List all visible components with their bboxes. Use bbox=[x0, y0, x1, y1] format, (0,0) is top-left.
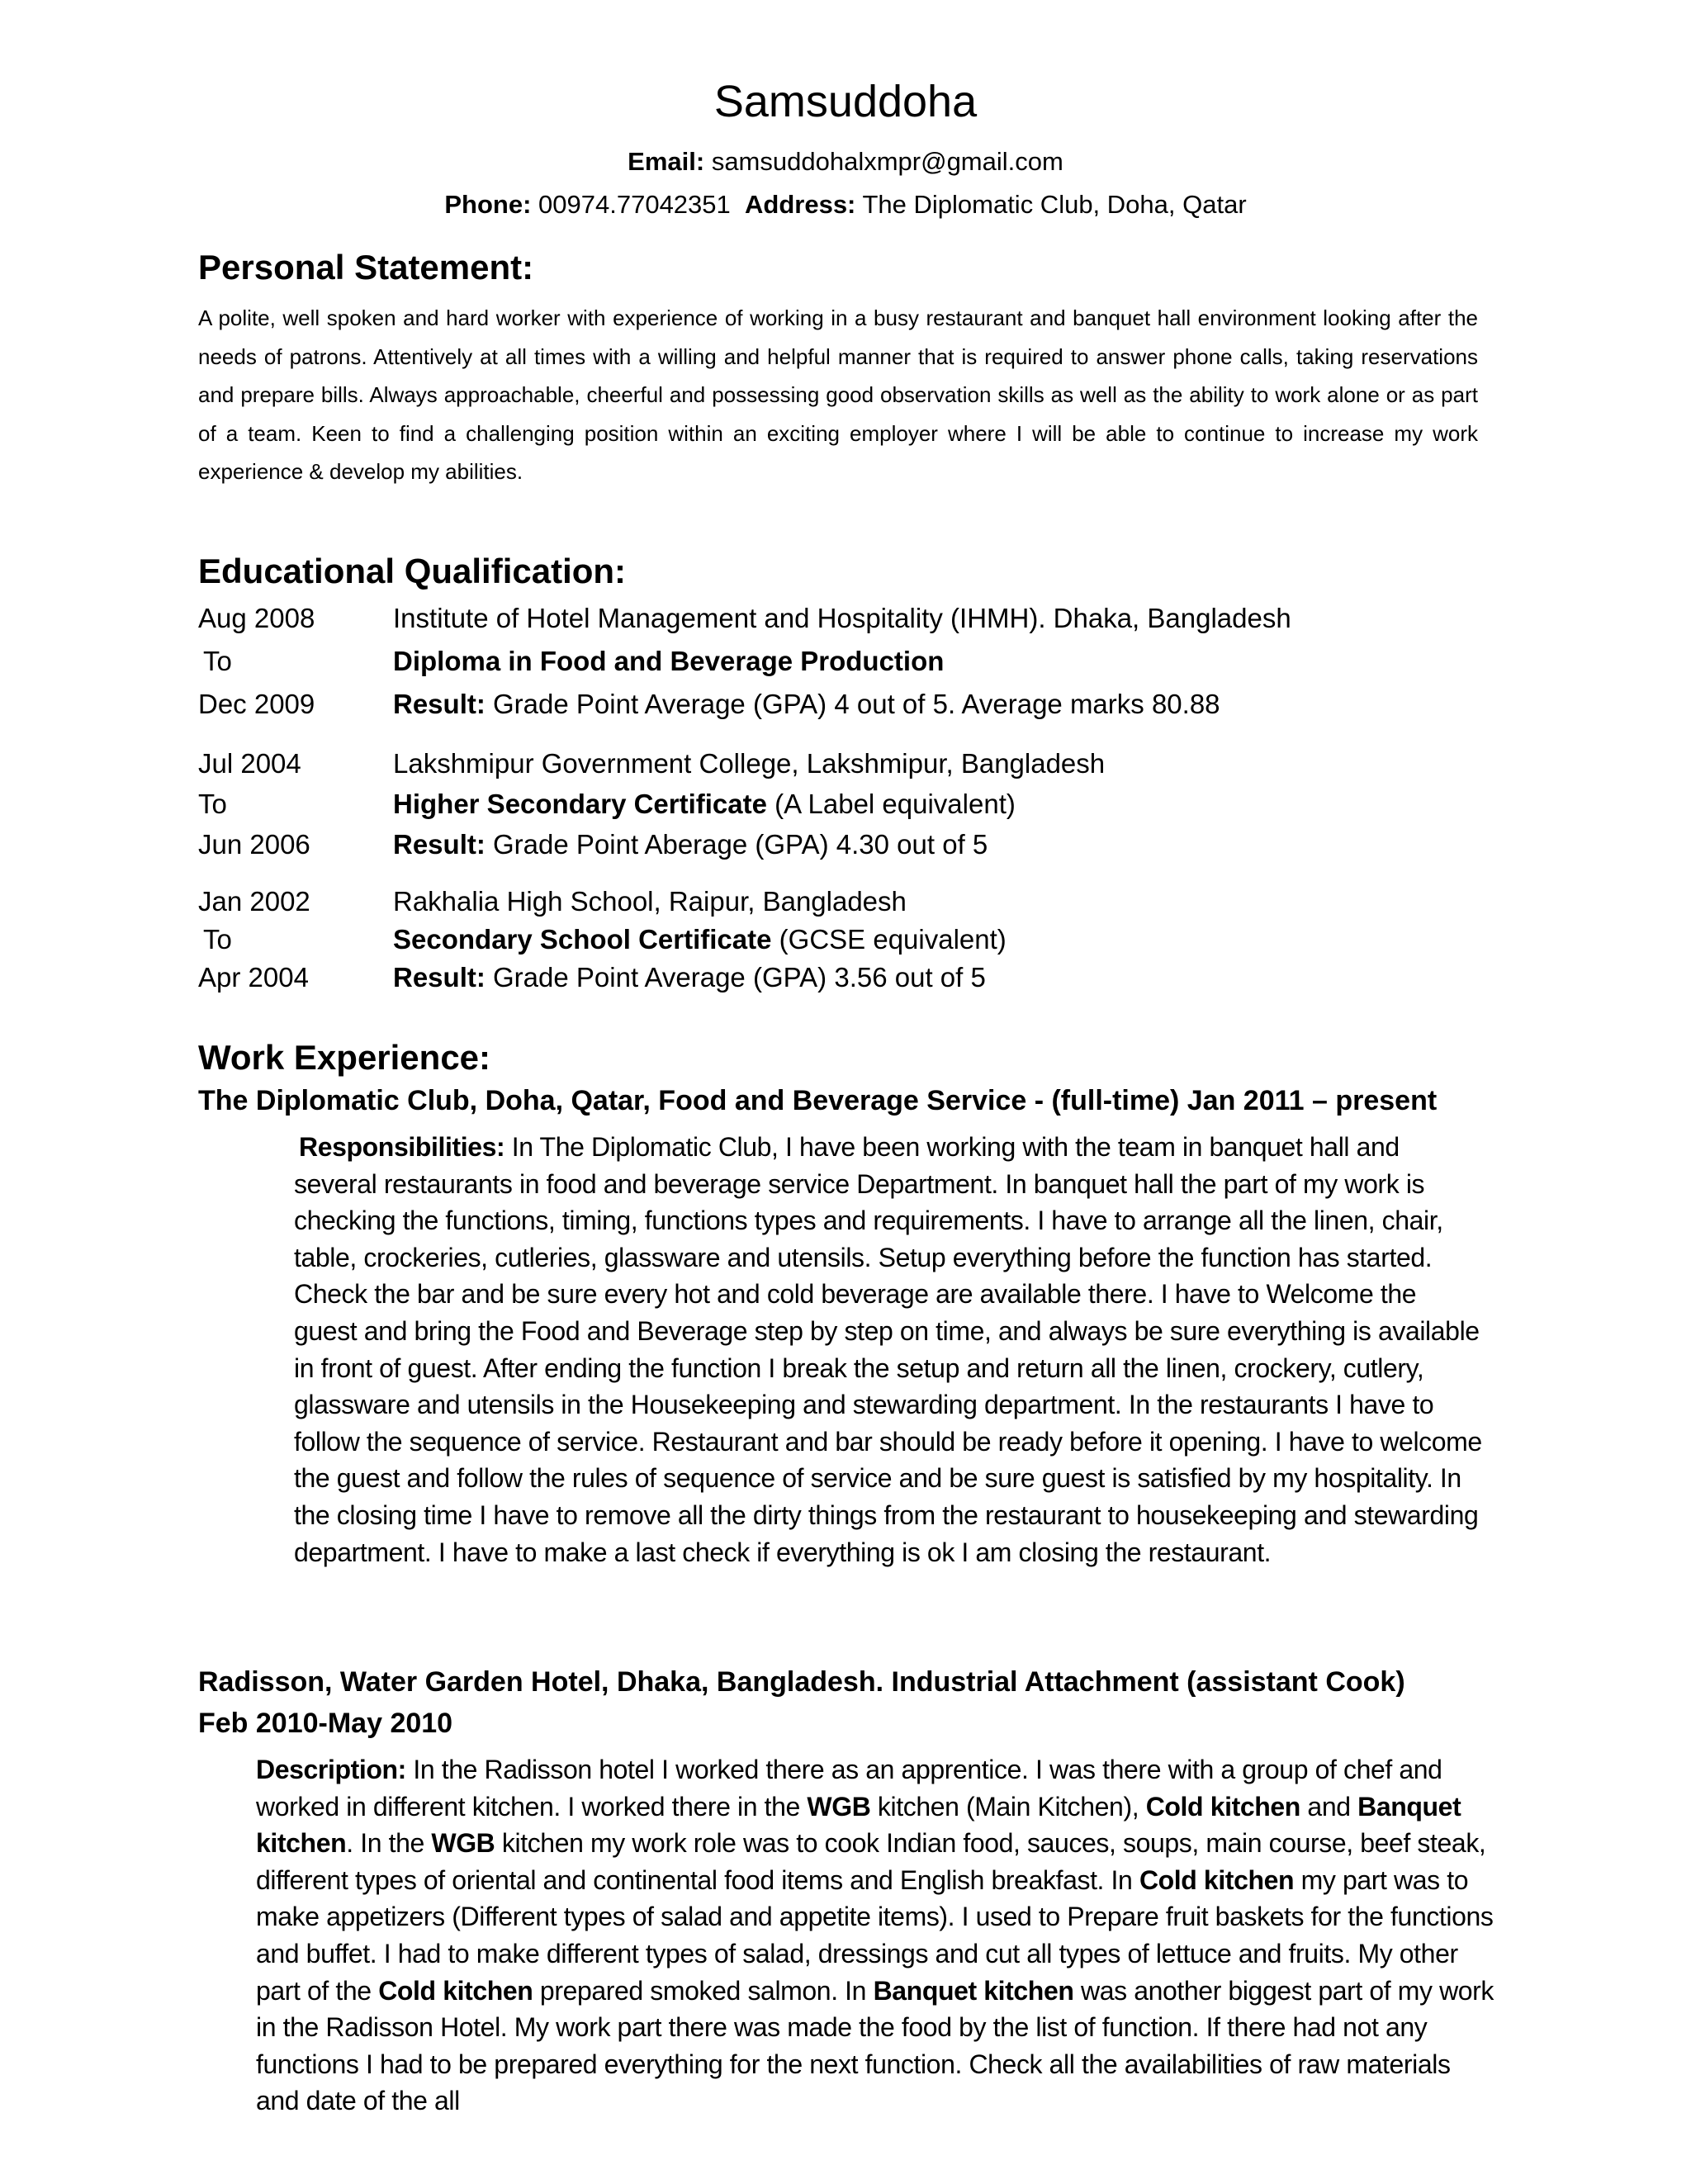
edu-1-result-label: Result: bbox=[393, 689, 486, 719]
personal-statement-heading: Personal Statement: bbox=[198, 248, 534, 287]
edu-3-from: Jan 2002 bbox=[198, 886, 310, 917]
edu-2-from: Jul 2004 bbox=[198, 748, 301, 779]
edu-3-result bbox=[393, 962, 986, 993]
job-1-text: In The Diplomatic Club, I have been working with the team in banquet hall and several restaurants in food and beverage service Department. In banquet hall the part of my work is checking the functions, timing, functions types and requirements. I have to arrange all the linen, chair, table, crockeries, cutleries, glassware and utensils. Setup everything before the function has started. Check the bar and be sure every hot and cold beverage are available there. I have to Welcome the guest and bring the Food and Beverage step by step on time, and always be sure everything is available in front of guest. After ending the function I break the setup and return all the linen, crockery, cutlery, glassware and utensils in the Housekeeping and stewarding department. In the restaurants I have to follow the sequence of service. Restaurant and bar should be ready before it opening. I have to welcome the guest and follow the rules of sequence of service and be sure guest is satisfied by my hospitality. In the closing time I have to remove all the dirty things from the restaurant to housekeeping and stewarding department. I have to make a last check if everything is ok I am closing the restaurant. bbox=[294, 1132, 1482, 1567]
email-value: samsuddohalxmpr@gmail.com bbox=[711, 147, 1063, 176]
job-2-banquet-kitchen-2: Banquet kitchen bbox=[873, 1975, 1074, 2006]
work-experience-heading: Work Experience: bbox=[198, 1038, 491, 1077]
job-2-text-3: and bbox=[1307, 1791, 1351, 1822]
edu-1-institution: Institute of Hotel Management and Hospitality (IHMH). Dhaka, Bangladesh bbox=[393, 603, 1291, 633]
address-label: Address: bbox=[745, 190, 856, 219]
job-2-text-4: . In the bbox=[346, 1828, 424, 1859]
edu-3-to: To bbox=[203, 924, 232, 955]
edu-3-until: Apr 2004 bbox=[198, 962, 309, 993]
contact-line bbox=[0, 190, 1691, 220]
job-1-label: Responsibilities: bbox=[299, 1132, 505, 1162]
job-2-title: Radisson, Water Garden Hotel, Dhaka, Bangladesh. Industrial Attachment (assistant Cook) bbox=[198, 1666, 1405, 1698]
edu-3-result-label: Result: bbox=[393, 962, 486, 993]
edu-2-qualification-line bbox=[393, 789, 1016, 820]
edu-1-from: Aug 2008 bbox=[198, 603, 315, 633]
edu-1-qualification: Diploma in Food and Beverage Production bbox=[393, 646, 945, 676]
job-2-label: Description: bbox=[256, 1755, 406, 1784]
email-label: Email: bbox=[628, 147, 705, 176]
job-2-wgb: WGB bbox=[807, 1791, 871, 1822]
job-2-text-7: prepared smoked salmon. In bbox=[539, 1975, 867, 2006]
edu-1-result-value: Grade Point Average (GPA) 4 out of 5. Average marks 80.88 bbox=[493, 689, 1220, 719]
personal-statement-text: A polite, well spoken and hard worker with experience of working in a busy restaurant and banquet hall environment looking after the needs of patrons. Attentively at all times with a willing and helpful manner that is required to answer phone calls, taking reservations and prepare bills. Always approachable, cheerful and possessing good observation skills as well as the ability to work alone or as part of a team. Keen to find a challenging position within an exciting employer where I will be able to continue to increase my work experience & develop my abilities. bbox=[198, 306, 1478, 484]
job-2-text-6: my part was to make appetizers (Different types of salad and appetite items). I used to Prepare fruit baskets for the functions and buffet. I had to make different types of salad, dressings and cut all types of lettuce and fruits. My other part of the bbox=[256, 1864, 1494, 2006]
edu-2-result-value: Grade Point Aberage (GPA) 4.30 out of 5 bbox=[493, 829, 988, 860]
edu-1-result bbox=[393, 689, 1220, 720]
job-2-description bbox=[256, 1751, 1494, 2120]
job-2-text-8: was another biggest part of my work in the Radisson Hotel. My work part there was made the food by the list of function. If there had not any functions I had to be prepared everything for the next function. Check all the availabilities of raw materials and date of the all bbox=[256, 1975, 1494, 2116]
job-2-text-2: kitchen (Main Kitchen), bbox=[877, 1791, 1139, 1822]
edu-3-result-value: Grade Point Average (GPA) 3.56 out of 5 bbox=[493, 962, 986, 993]
edu-2-result bbox=[393, 829, 988, 860]
phone-value: 00974.77042351 bbox=[538, 190, 731, 219]
edu-2-result-label: Result: bbox=[393, 829, 486, 860]
job-2-cold-kitchen: Cold kitchen bbox=[1145, 1791, 1300, 1822]
candidate-name: Samsuddoha bbox=[713, 77, 978, 126]
job-2-text-1: In the Radisson hotel I worked there as an apprentice. I was there with a group of chef and worked in different kitchen. I worked there in the bbox=[256, 1755, 1442, 1822]
job-2-cold-kitchen-2: Cold kitchen bbox=[1139, 1864, 1295, 1895]
edu-2-until: Jun 2006 bbox=[198, 829, 310, 860]
job-1-description bbox=[294, 1129, 1483, 1570]
edu-3-qualification-line bbox=[393, 924, 1007, 955]
edu-2-to: To bbox=[198, 789, 227, 819]
edu-3-institution: Rakhalia High School, Raipur, Bangladesh bbox=[393, 886, 907, 917]
phone-label: Phone: bbox=[444, 190, 532, 219]
job-2-dates: Feb 2010-May 2010 bbox=[198, 1708, 453, 1739]
edu-1-until: Dec 2009 bbox=[198, 689, 315, 719]
edu-2-qualification: Higher Secondary Certificate bbox=[393, 789, 767, 819]
address-value: The Diplomatic Club, Doha, Qatar bbox=[862, 190, 1247, 219]
job-1-title: The Diplomatic Club, Doha, Qatar, Food and Beverage Service - (full-time) Jan 2011 – present bbox=[198, 1085, 1438, 1116]
edu-3-qualification: Secondary School Certificate bbox=[393, 924, 772, 955]
job-2-banquet-kitchen: Banquet kitchen bbox=[256, 1791, 1461, 1859]
edu-2-qualification-note: (A Label equivalent) bbox=[774, 789, 1016, 819]
job-2-cold-kitchen-3: Cold kitchen bbox=[378, 1975, 533, 2006]
edu-2-institution: Lakshmipur Government College, Lakshmipur, Bangladesh bbox=[393, 748, 1106, 779]
job-2-text-5: kitchen my work role was to cook Indian food, sauces, soups, main course, beef steak, different types of oriental and continental food items and English breakfast. In bbox=[256, 1828, 1486, 1895]
email-line bbox=[0, 147, 1691, 177]
edu-1-to: To bbox=[203, 646, 232, 676]
edu-3-qualification-note: (GCSE equivalent) bbox=[779, 924, 1007, 955]
education-heading: Educational Qualification: bbox=[198, 552, 627, 590]
job-2-wgb-2: WGB bbox=[431, 1828, 495, 1859]
